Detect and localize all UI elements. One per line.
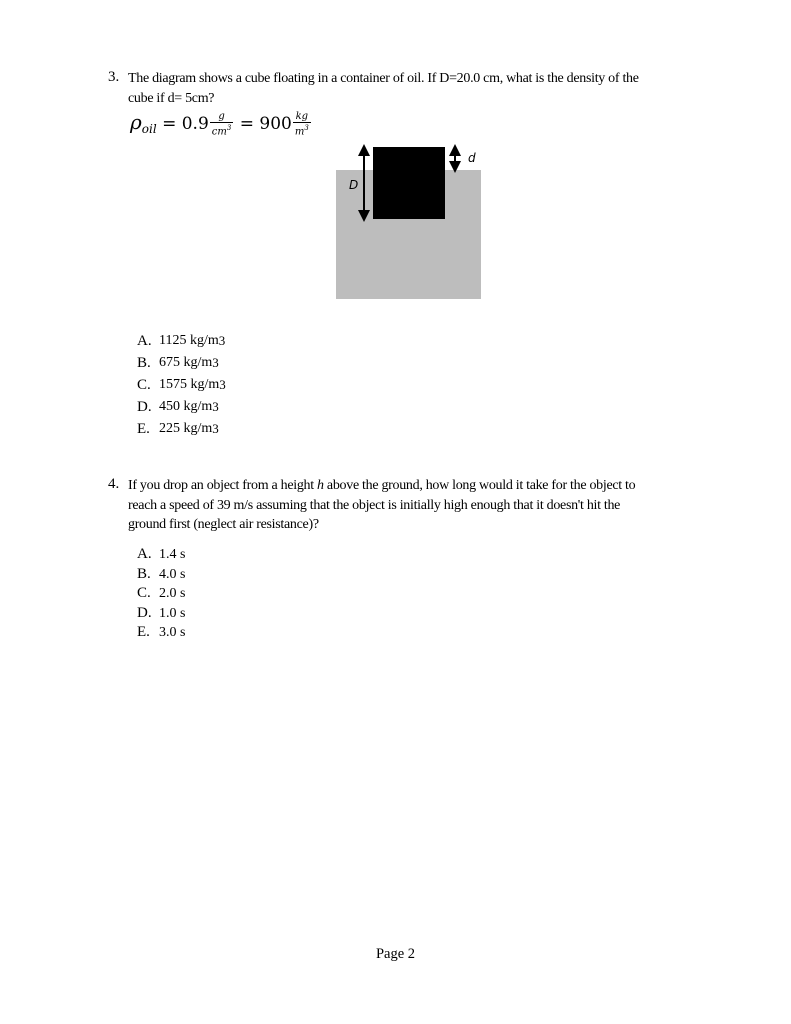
choice-4d[interactable]: D. 1.0 s [137,604,186,621]
choice-3d[interactable]: D. 450 kg/m 3 [137,399,219,415]
choice-4b[interactable]: B. 4.0 s [137,565,186,582]
question-4-choices [137,545,185,643]
question-4-line-2: reach a speed of 39 m/s assuming that the object is initially high enough that it doesn't hit the [128,497,621,513]
choice-4a[interactable]: A. 1.4 s [137,546,186,562]
question-3-line-1: The diagram shows a cube floating in a container of oil. If D=20.0 cm, what is the density of the [128,71,639,86]
question-4-number: 4. [108,476,120,492]
fraction-1-numerator: g [210,111,234,123]
formula-value-1: = 0.9 [162,114,209,134]
question-4-text [128,476,635,535]
fraction-1-denominator: $cm^3$ [211,124,232,138]
page-number: Page 2 [375,946,416,962]
formula-value-2: = 900 [239,114,292,134]
choice-3a[interactable]: A. 1125 kg/m 3 [137,333,226,349]
question-4-line-3: ground first (neglect air resistance)? [128,517,319,532]
floating-cube-diagram [330,140,490,305]
label-D: D [349,178,359,192]
rho-symbol: ρ [130,110,142,134]
question-3-text [128,69,639,108]
choice-3c[interactable]: C. 1575 kg/m 3 [137,377,226,393]
fraction-2-numerator: kg [293,111,311,123]
question-4-line-1: If you drop an object from a height h above the ground, how long would it take for the object to [128,478,636,493]
question-3-number: 3. [108,69,120,85]
choice-3b[interactable]: B. 675 kg/m 3 [137,355,219,371]
question-3-line-2: cube if d= 5cm? [128,90,215,106]
rho-subscript: oil [141,122,157,136]
cube [373,147,445,219]
fraction-kg-per-m3 [293,111,311,137]
label-d: d [468,151,476,165]
choice-4e[interactable]: E. 3.0 s [137,624,186,640]
fraction-g-per-cm3 [210,111,234,137]
choice-4c[interactable]: C. 2.0 s [137,585,186,601]
density-formula [130,110,312,138]
height-variable: h [317,478,324,493]
fraction-2-denominator: $m^3$ [294,124,309,138]
question-3-choices [137,330,226,440]
choice-3e[interactable]: E. 225 kg/m 3 [137,421,219,437]
